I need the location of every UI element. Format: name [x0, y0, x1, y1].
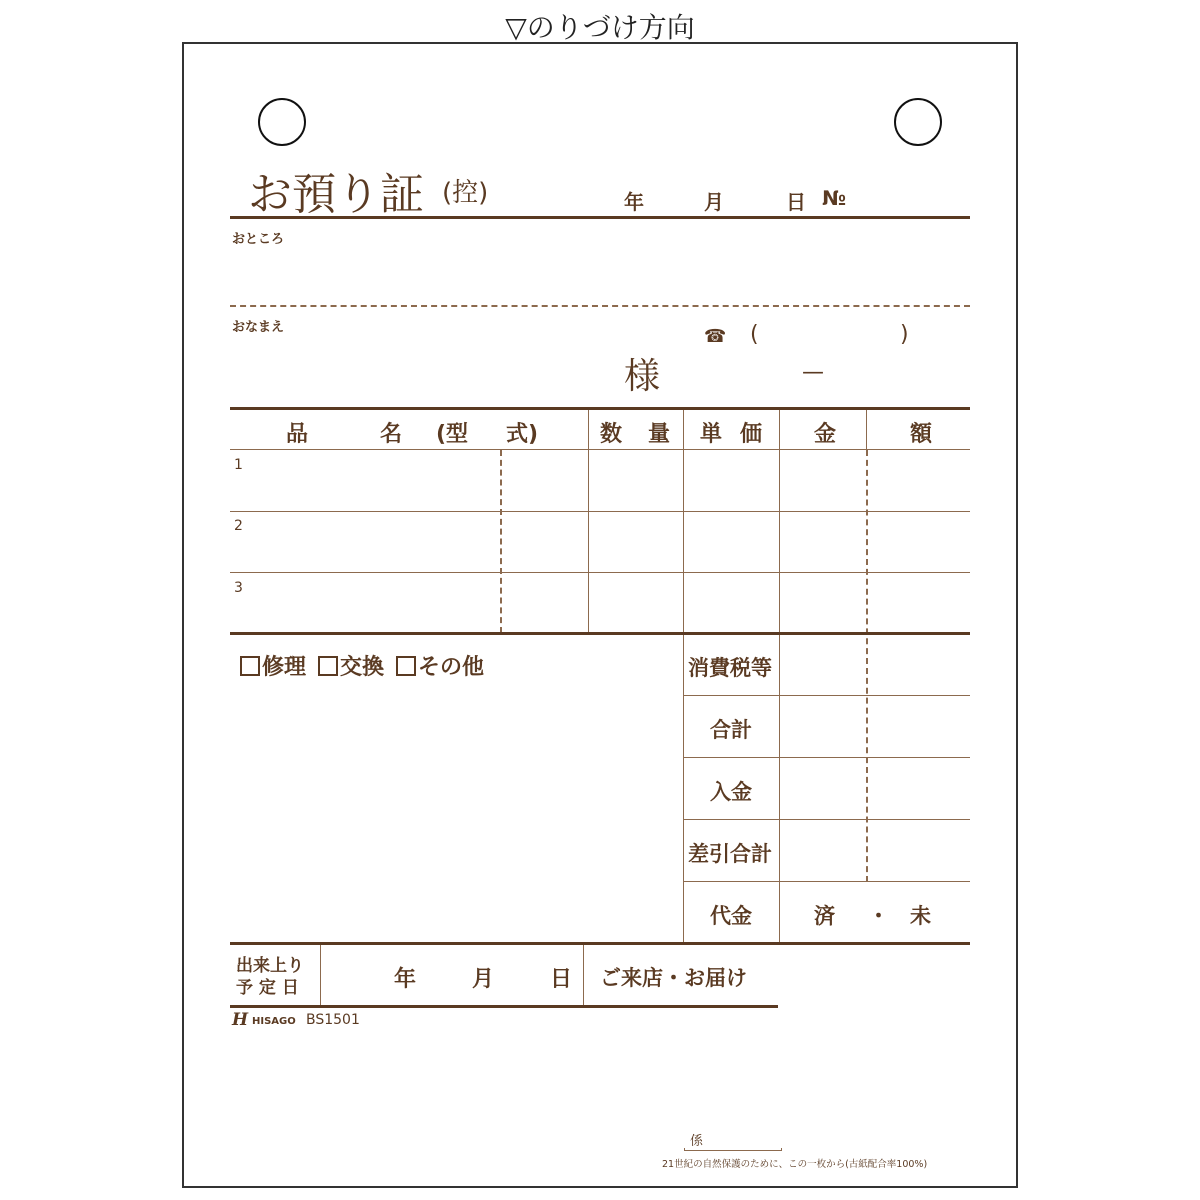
name-label: おなまえ	[232, 320, 285, 335]
brand-name: HISAGO	[252, 1016, 296, 1027]
totals-divider-3	[683, 819, 970, 820]
address-label: おところ	[232, 232, 285, 247]
option-exchange[interactable]	[318, 650, 384, 681]
phone-open-paren: (	[750, 322, 759, 347]
model-column-divider	[500, 450, 502, 633]
repair-checkbox[interactable]	[240, 656, 260, 676]
due-month-label: 月	[472, 967, 495, 992]
totals-bottom-line	[230, 942, 970, 945]
row-number-1: 1	[234, 457, 243, 473]
honorific-label: 様	[624, 356, 661, 397]
amount-cents-divider	[866, 450, 868, 882]
amount-column-divider	[779, 410, 780, 943]
binding-hole-left	[258, 98, 306, 146]
balance-label: 差引合計	[688, 842, 772, 866]
payment-done-label: 済	[814, 904, 835, 928]
tax-label: 消費税等	[688, 656, 772, 680]
header-model-open: (型	[436, 422, 469, 447]
title-underline	[230, 216, 970, 219]
address-divider	[230, 305, 970, 307]
row-number-3: 3	[234, 580, 243, 596]
staff-label: 係	[690, 1134, 704, 1149]
phone-close-paren: )	[900, 322, 909, 347]
due-bottom-line	[230, 1005, 778, 1008]
receipt-title: お預り証	[248, 169, 424, 220]
date-year-label: 年	[624, 190, 644, 214]
other-checkbox[interactable]	[396, 656, 416, 676]
exchange-label: 交換	[340, 655, 385, 680]
table-top-line	[230, 407, 970, 410]
due-label-line2: 予 定 日	[236, 978, 299, 998]
total-label: 合計	[710, 718, 752, 742]
phone-icon: ☎	[704, 326, 727, 347]
due-label-divider	[320, 945, 321, 1005]
option-other[interactable]	[396, 650, 484, 681]
qty-column-divider	[588, 410, 589, 633]
header-unit-price-1: 単	[700, 422, 723, 447]
due-year-label: 年	[394, 967, 417, 992]
header-underline	[230, 449, 970, 450]
delivery-label: ご来店・お届け	[600, 966, 747, 990]
due-label-line1: 出来上り	[236, 956, 304, 976]
header-item-mei: 名	[380, 422, 403, 447]
due-label	[236, 955, 304, 999]
totals-divider-1	[683, 695, 970, 696]
header-qty-1: 数	[600, 422, 623, 447]
payment-pending-label: 未	[910, 904, 931, 928]
other-label: その他	[418, 655, 485, 680]
unit-price-column-divider	[683, 410, 684, 943]
due-day-label: 日	[550, 967, 573, 992]
totals-divider-2	[683, 757, 970, 758]
option-repair[interactable]	[240, 650, 306, 681]
table-bottom-line	[230, 632, 970, 635]
amount-header-divider	[866, 410, 867, 450]
date-day-label: 日	[786, 190, 806, 214]
header-amount-2: 額	[910, 422, 933, 447]
row-divider-2	[230, 572, 970, 573]
row-number-2: 2	[234, 518, 243, 534]
header-item-hin: 品	[286, 422, 309, 447]
due-date-divider	[583, 945, 584, 1005]
binding-hole-right	[894, 98, 942, 146]
number-label: №	[822, 186, 847, 210]
receipt-copy-mark: (控)	[442, 178, 489, 208]
row-divider-1	[230, 511, 970, 512]
date-month-label: 月	[704, 190, 724, 214]
phone-dash: —	[802, 360, 824, 385]
recycled-paper-note: 21世紀の自然保護のために、この一枚から(古紙配合率100%)	[662, 1159, 928, 1170]
deposit-label: 入金	[710, 780, 752, 804]
payment-separator: ・	[868, 904, 889, 928]
glue-direction-label: ▽のりづけ方向	[505, 11, 695, 44]
header-unit-price-2: 価	[740, 422, 763, 447]
header-amount-1: 金	[814, 422, 837, 447]
header-qty-2: 量	[648, 422, 671, 447]
payment-label: 代金	[710, 904, 752, 928]
totals-divider-4	[683, 881, 970, 882]
staff-signature-line	[684, 1148, 782, 1151]
repair-label: 修理	[262, 655, 307, 680]
brand-logo: H	[232, 1010, 249, 1030]
header-model-close: 式)	[506, 422, 539, 447]
product-code: BS1501	[306, 1012, 360, 1028]
exchange-checkbox[interactable]	[318, 656, 338, 676]
